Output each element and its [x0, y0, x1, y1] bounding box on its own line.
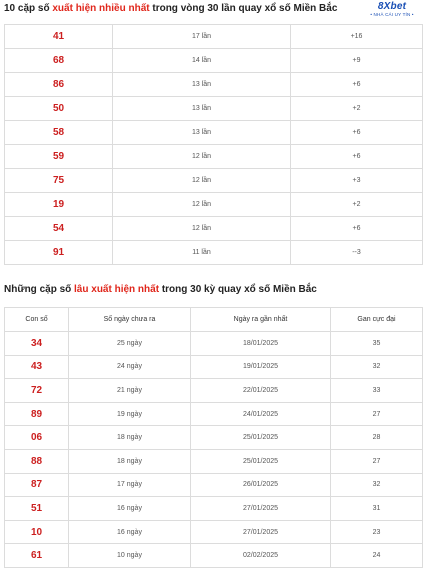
header-number: Con số — [5, 308, 69, 332]
table-row — [5, 379, 423, 403]
title-highlight: xuất hiện nhiều nhất — [52, 3, 150, 14]
last-seen-date: 24/01/2025 — [191, 402, 331, 426]
table-row — [5, 473, 423, 497]
header-days-missing: Số ngày chưa ra — [69, 308, 191, 332]
days-missing: 16 ngày — [69, 497, 191, 521]
last-seen-date: 25/01/2025 — [191, 426, 331, 450]
last-seen-date: 26/01/2025 — [191, 473, 331, 497]
title-text-start: 10 cặp số — [4, 3, 53, 14]
last-seen-date: 18/01/2025 — [191, 332, 331, 356]
count-difference: +6 — [291, 145, 423, 169]
max-gap: 28 — [331, 426, 423, 450]
max-gap: 24 — [331, 544, 423, 568]
days-missing: 17 ngày — [69, 473, 191, 497]
pair-number: 89 — [5, 402, 69, 426]
table-row — [5, 497, 423, 521]
occurrence-count: 14 lần — [113, 49, 291, 73]
title-text-start: Những cặp số — [4, 284, 75, 295]
overdue-pairs-table — [4, 307, 423, 568]
last-seen-date: 25/01/2025 — [191, 449, 331, 473]
table-header-row — [5, 308, 423, 332]
max-gap: 32 — [331, 355, 423, 379]
pair-number: 91 — [5, 241, 113, 265]
pair-number: 72 — [5, 379, 69, 403]
max-gap: 27 — [331, 449, 423, 473]
max-gap: 27 — [331, 402, 423, 426]
brand-logo — [364, 1, 420, 21]
last-seen-date: 22/01/2025 — [191, 379, 331, 403]
last-seen-date: 19/01/2025 — [191, 355, 331, 379]
max-gap: 23 — [331, 520, 423, 544]
title-text-end: trong 30 kỳ quay xổ số Miền Bắc — [159, 284, 317, 295]
table-row — [5, 241, 423, 265]
count-difference: --3 — [291, 241, 423, 265]
occurrence-count: 17 lần — [113, 25, 291, 49]
overdue-pairs-body — [5, 332, 423, 568]
occurrence-count: 13 lần — [113, 73, 291, 97]
table-row — [5, 426, 423, 450]
pair-number: 59 — [5, 145, 113, 169]
table-row — [5, 145, 423, 169]
occurrence-count: 13 lần — [113, 97, 291, 121]
count-difference: +6 — [291, 73, 423, 97]
pair-number: 10 — [5, 520, 69, 544]
pair-number: 06 — [5, 426, 69, 450]
pair-number: 54 — [5, 217, 113, 241]
table-row — [5, 121, 423, 145]
occurrence-count: 12 lần — [113, 193, 291, 217]
max-gap: 32 — [331, 473, 423, 497]
pair-number: 41 — [5, 25, 113, 49]
frequent-pairs-table — [4, 24, 423, 265]
count-difference: +2 — [291, 97, 423, 121]
last-seen-date: 27/01/2025 — [191, 497, 331, 521]
days-missing: 18 ngày — [69, 449, 191, 473]
days-missing: 16 ngày — [69, 520, 191, 544]
days-missing: 21 ngày — [69, 379, 191, 403]
table-row — [5, 520, 423, 544]
table-row — [5, 169, 423, 193]
count-difference: +2 — [291, 193, 423, 217]
title-text-end: trong vòng 30 lần quay xổ số Miền Bắc — [149, 3, 338, 14]
pair-number: 34 — [5, 332, 69, 356]
pair-number: 88 — [5, 449, 69, 473]
brand-logo-text: 8Xbet — [377, 1, 407, 12]
pair-number: 58 — [5, 121, 113, 145]
pair-number: 43 — [5, 355, 69, 379]
count-difference: +9 — [291, 49, 423, 73]
pair-number: 19 — [5, 193, 113, 217]
days-missing: 18 ngày — [69, 426, 191, 450]
brand-tagline: • NHÀ CÁI UY TÍN • — [370, 12, 414, 17]
days-missing: 19 ngày — [69, 402, 191, 426]
days-missing: 24 ngày — [69, 355, 191, 379]
title-highlight: lâu xuất hiện nhất — [74, 284, 160, 295]
last-seen-date: 02/02/2025 — [191, 544, 331, 568]
occurrence-count: 12 lần — [113, 145, 291, 169]
table-row — [5, 73, 423, 97]
days-missing: 10 ngày — [69, 544, 191, 568]
header-max-gap: Gan cực đại — [331, 308, 423, 332]
table-row — [5, 544, 423, 568]
last-seen-date: 27/01/2025 — [191, 520, 331, 544]
pair-number: 51 — [5, 497, 69, 521]
max-gap: 33 — [331, 379, 423, 403]
header-last-date: Ngày ra gần nhất — [191, 308, 331, 332]
max-gap: 31 — [331, 497, 423, 521]
table-row — [5, 217, 423, 241]
days-missing: 25 ngày — [69, 332, 191, 356]
count-difference: +3 — [291, 169, 423, 193]
table-row — [5, 449, 423, 473]
pair-number: 86 — [5, 73, 113, 97]
count-difference: +6 — [291, 121, 423, 145]
count-difference: +6 — [291, 217, 423, 241]
occurrence-count: 12 lần — [113, 169, 291, 193]
table-row — [5, 49, 423, 73]
occurrence-count: 13 lần — [113, 121, 291, 145]
table-row — [5, 193, 423, 217]
occurrence-count: 12 lần — [113, 217, 291, 241]
overdue-pairs-title — [4, 284, 317, 295]
table-row — [5, 25, 423, 49]
pair-number: 68 — [5, 49, 113, 73]
pair-number: 61 — [5, 544, 69, 568]
count-difference: +16 — [291, 25, 423, 49]
table-row — [5, 402, 423, 426]
occurrence-count: 11 lần — [113, 241, 291, 265]
pair-number: 50 — [5, 97, 113, 121]
pair-number: 87 — [5, 473, 69, 497]
table-row — [5, 332, 423, 356]
table-row — [5, 355, 423, 379]
pair-number: 75 — [5, 169, 113, 193]
frequent-pairs-title — [4, 3, 337, 14]
frequent-pairs-body — [5, 25, 423, 265]
table-row — [5, 97, 423, 121]
max-gap: 35 — [331, 332, 423, 356]
